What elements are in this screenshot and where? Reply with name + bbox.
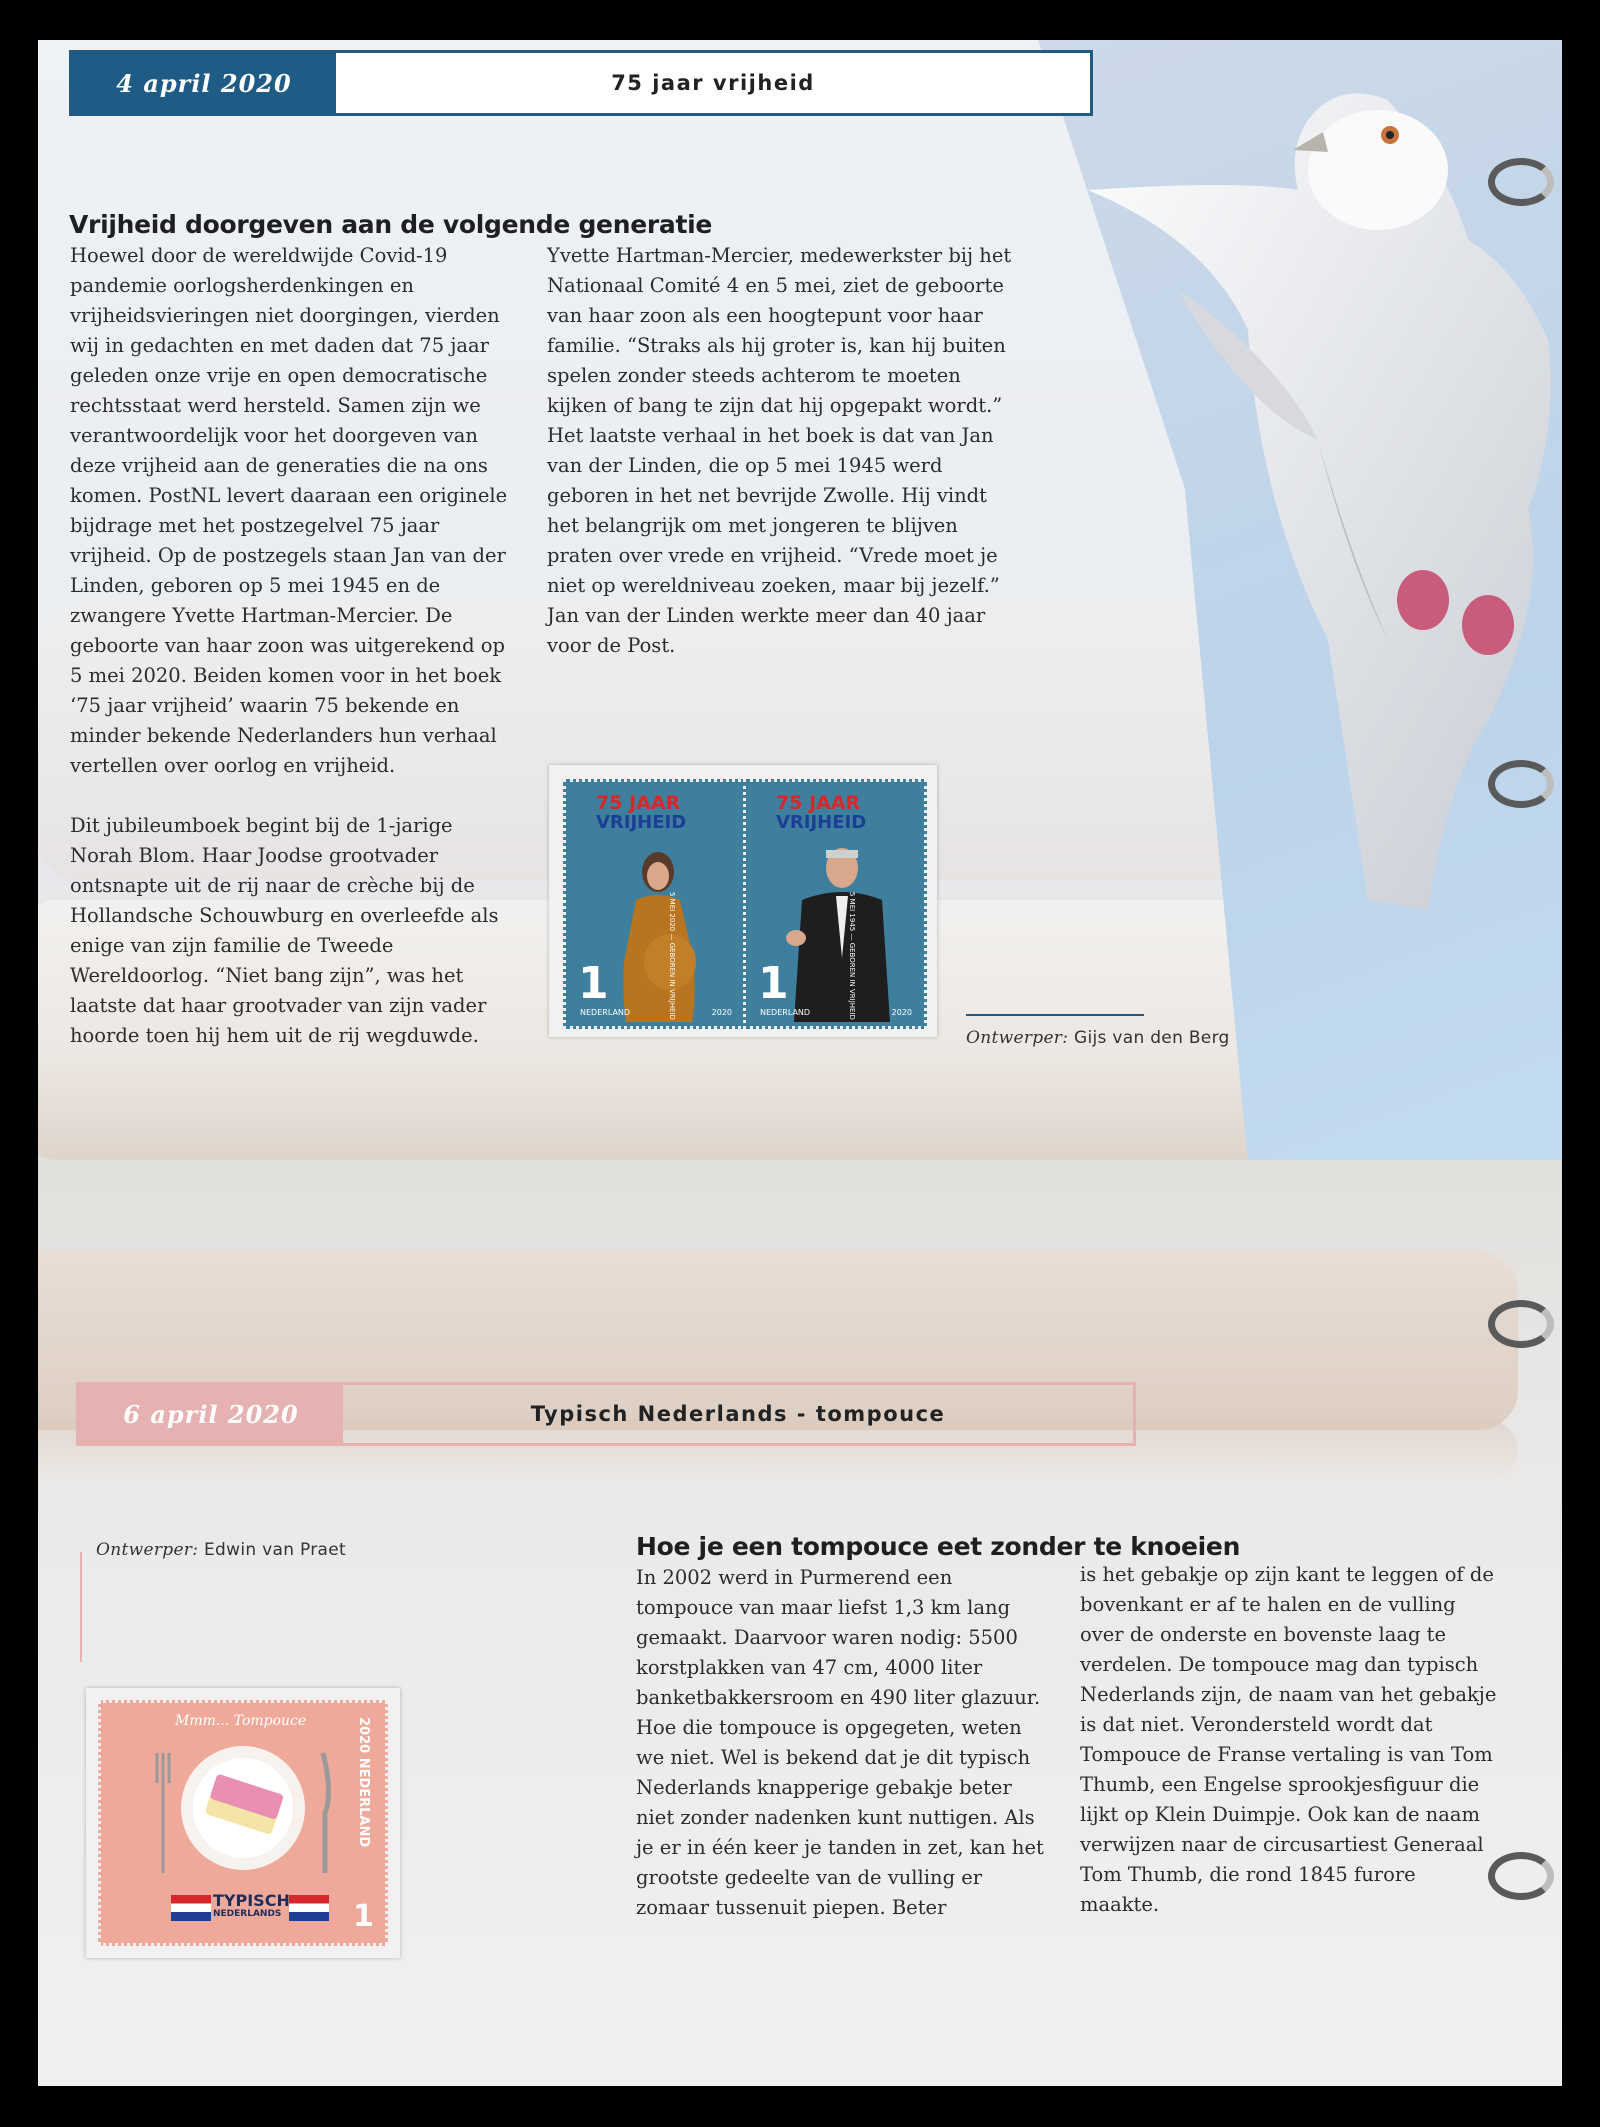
binder-ring [1488, 1300, 1554, 1348]
flag-icon [171, 1895, 211, 1921]
issue-title: Typisch Nederlands - tompouce [530, 1402, 946, 1426]
stamp-script-title: Mmm... Tompouce [175, 1713, 307, 1729]
credit-name: Gijs van den Berg [1073, 1028, 1230, 1048]
stamp-side-text: 5 MEI 1945 — GEBOREN IN VRIJHEID [848, 892, 856, 1020]
issue-title: 75 jaar vrijheid [336, 53, 1090, 113]
designer-credit [96, 1540, 346, 1560]
paragraph: In 2002 werd in Purmerend een tompouce van maar liefst 1,3 km lang gemaakt. Daarvoor waren nodig: 5500 korstplakken van 47 cm, 4000 liter banketbakkersroom en 490 liter glazuur. Hoe die tompouce is opgegeten, weten we niet. Wel is bekend dat je dit typisch Nederlands knapperige gebakje beter niet zonder nadenken kunt nuttigen. Als je er in één keer je tanden in zet, kan het grootste gedeelte van de vulling er zomaar tussenuit piepen. Beter [636, 1566, 1044, 1919]
flag-icon [289, 1895, 329, 1921]
stamp-title-word: JAAR [809, 792, 861, 814]
credit-label: Ontwerper: [966, 1028, 1069, 1048]
stamp-title-line2: VRIJHEID [596, 812, 687, 833]
article-heading: Vrijheid doorgeven aan de volgende generatie [69, 210, 713, 239]
article-column-right [547, 241, 1017, 691]
paragraph: Dit jubileumboek begint bij de 1-jarige Norah Blom. Haar Joodse grootvader ontsnapte uit de rij naar de crèche bij de Hollandsche Schouwburg en overleefde als enige van zijn familie de Tweede Wereldoorlog. “Niet bang zijn”, was het laatste dat haar grootvader van zijn vader hoorde toen hij hem uit de rij wegduwde. [70, 814, 499, 1047]
binder-ring [1488, 158, 1554, 206]
issue-date: 4 april 2020 [72, 53, 336, 113]
paragraph: is het gebakje op zijn kant te leggen of de bovenkant er af te halen en de vulling over de onderste en bovenste laag te verdelen. De tompouce mag dan typisch Nederlands zijn, de naam van het gebakje is dat niet. Verondersteld wordt dat Tompouce de Franse vertaling is van Tom Thumb, een Engelse sprookjesfiguur die lijkt op Klein Duimpje. Ook kan de naam verwijzen naar de circusartiest Generaal Tom Thumb, die rond 1845 furore maakte. [1080, 1563, 1497, 1916]
article-column-left [636, 1563, 1050, 1953]
stamp-label-typisch: TYPISCH [213, 1891, 290, 1910]
dove-illustration [1088, 80, 1558, 940]
stamp-title-line2: VRIJHEID [776, 812, 867, 833]
article-heading: Hoe je een tompouce eet zonder te knoeien [636, 1532, 1241, 1561]
plate-with-tompouce [153, 1733, 333, 1883]
stamp-country-year: 2020 NEDERLAND [356, 1717, 371, 1848]
stamp-value: 1 [578, 958, 609, 1009]
stamp-yvette [563, 779, 747, 1029]
credit-label: Ontwerper: [96, 1540, 199, 1560]
stamp-label-nederlands: NEDERLANDS [213, 1909, 282, 1919]
stamp-country: NEDERLAND [760, 1008, 811, 1017]
stamp-title-word: JAAR [629, 792, 681, 814]
issue-date: 6 april 2020 [79, 1385, 343, 1443]
designer-credit [966, 1028, 1230, 1048]
album-page [38, 40, 1562, 2086]
pregnant-woman-portrait [596, 842, 716, 1022]
stamp-value: 1 [353, 1899, 374, 1934]
credit-rule-vertical [80, 1552, 82, 1662]
section-header-tompouce [76, 1382, 1136, 1446]
man-portrait [772, 838, 902, 1022]
article-column-right [1080, 1560, 1500, 1950]
stamp-country: NEDERLAND [580, 1008, 631, 1017]
paragraph: Yvette Hartman-Mercier, medewerkster bij het Nationaal Comité 4 en 5 mei, ziet de geboorte van haar zoon als een hoogtepunt voor haar familie. “Straks als hij groter is, kan hij buiten spelen zonder steeds achterom te moeten kijken of bang te zijn dat hij opgepakt wordt.” Het laatste verhaal in het boek is dat van Jan van der Linden, die op 5 mei 1945 werd geboren in het net bevrijde Zwolle. Hij vindt het belangrijk om met jongeren te blijven praten over vrede en vrijheid. “Vrede moet je niet op wereldniveau zoeken, maar bij jezelf.” Jan van der Linden werkte meer dan 40 jaar voor de Post. [547, 244, 1012, 657]
stamp-title-number: 75 [596, 792, 623, 814]
credit-name: Edwin van Praet [203, 1540, 346, 1560]
stamp-value: 1 [758, 958, 789, 1009]
stamp-side-text: 5 MEI 2020 — GEBOREN IN VRIJHEID [668, 892, 676, 1020]
stamp-year: 2020 [891, 1008, 912, 1017]
stamp-year: 2020 [711, 1008, 732, 1017]
stamp-pair-sheet [549, 765, 937, 1037]
tompouce-stamp-sheet [86, 1688, 400, 1958]
paragraph: Hoewel door de wereldwijde Covid-19 pandemie oorlogsherdenkingen en vrijheidsvieringen niet doorgingen, vierden wij in gedachten en met daden dat 75 jaar geleden onze vrije en open democratische rechtsstaat werd hersteld. Samen zijn we verantwoordelijk voor het doorgeven van deze vrijheid aan de generaties die na ons komen. PostNL levert daaraan een originele bijdrage met het postzegelvel 75 jaar vrijheid. Op de postzegels staan Jan van der Linden, geboren op 5 mei 1945 en de zwangere Yvette Hartman-Mercier. De geboorte van haar zoon was uitgerekend op 5 mei 2020. Beiden komen voor in het boek ‘75 jaar vrijheid’ waarin 75 bekende en minder bekende Nederlanders hun verhaal vertellen over oorlog en vrijheid. [70, 244, 508, 777]
credit-rule [966, 1014, 1144, 1016]
stamp-jan [743, 779, 927, 1029]
article-column-left [70, 241, 520, 1081]
stamp-title-number: 75 [776, 792, 803, 814]
section-header-75-jaar-vrijheid [69, 50, 1093, 116]
stamp-tompouce [98, 1700, 388, 1946]
binder-ring [1488, 760, 1554, 808]
